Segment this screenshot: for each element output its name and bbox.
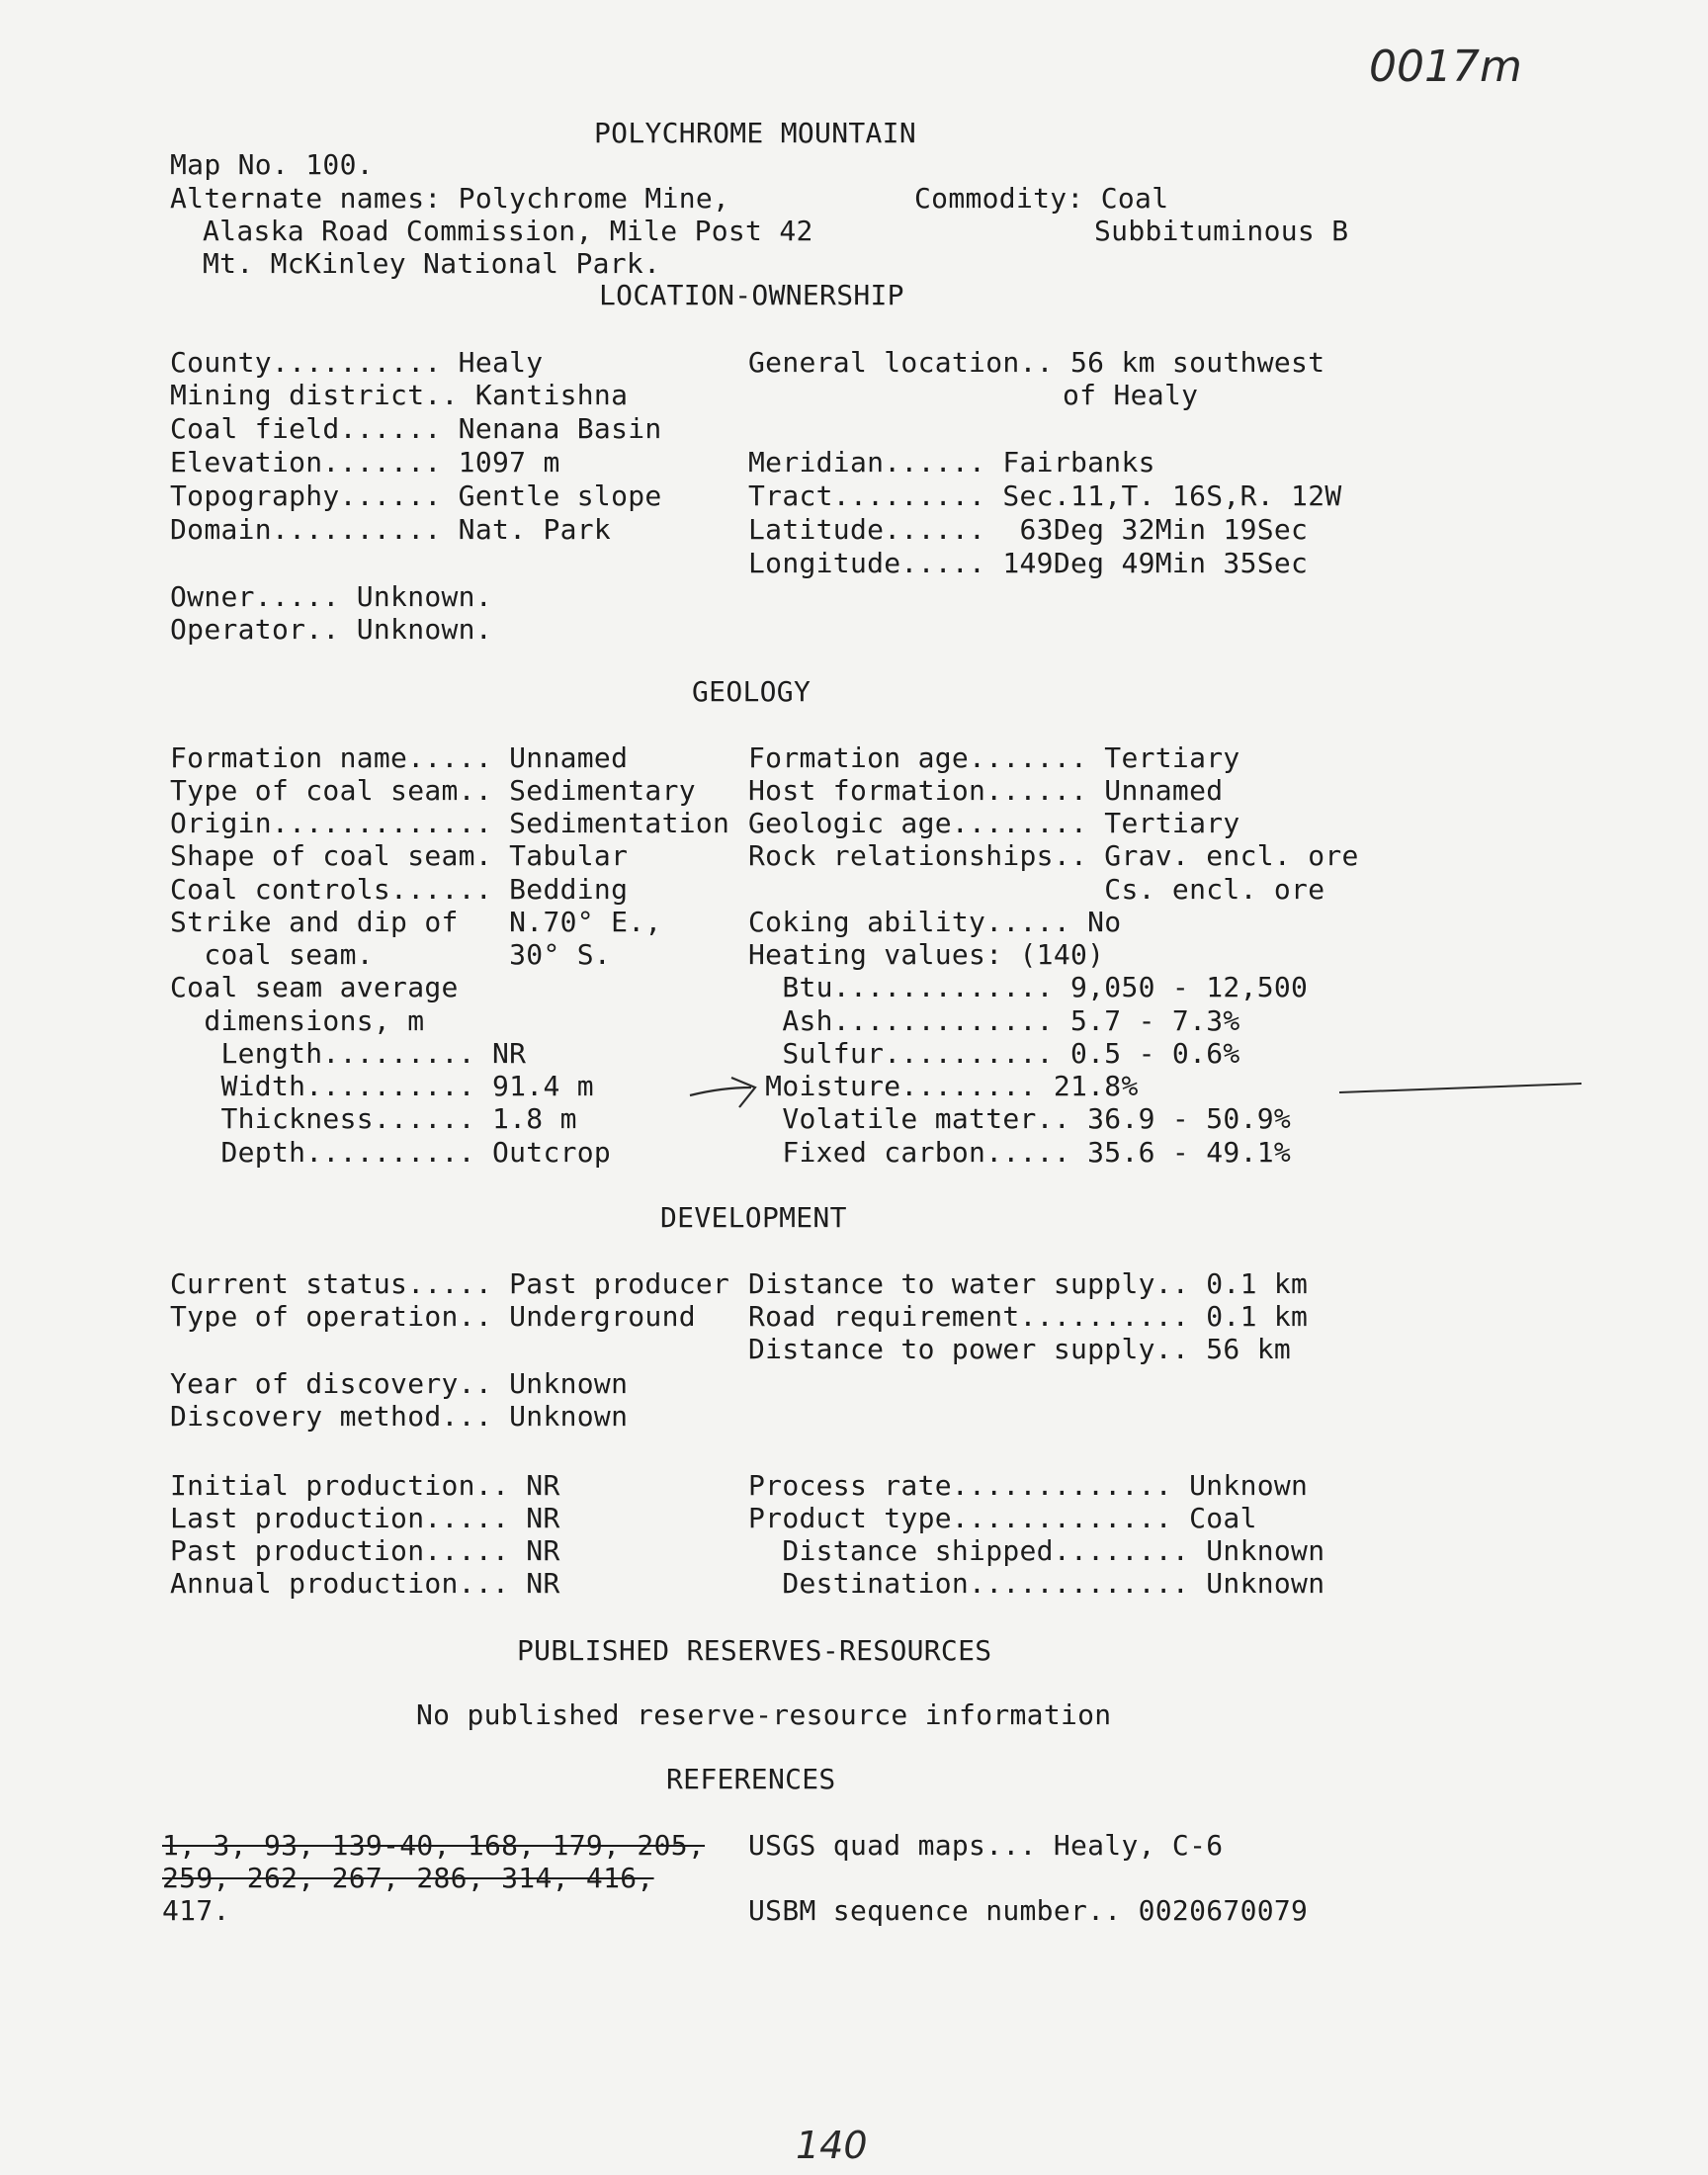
location-field: Longitude..... 149Deg 49Min 35Sec (748, 547, 1309, 579)
location-field: Coal field...... Nenana Basin (170, 412, 662, 445)
development-field: Distance to water supply.. 0.1 km (748, 1267, 1309, 1300)
geology-field: Volatile matter.. 36.9 - 50.9% (748, 1102, 1292, 1135)
alternate-names-line-1: Alternate names: Polychrome Mine, (170, 182, 730, 215)
handwritten-line-mark (1339, 1084, 1581, 1092)
geology-field: Sulfur.......... 0.5 - 0.6% (748, 1037, 1240, 1070)
development-field: Product type............. Coal (748, 1502, 1257, 1534)
map-number: Map No. 100. (170, 148, 374, 181)
location-heading: LOCATION-OWNERSHIP (599, 279, 904, 311)
page-title: POLYCHROME MOUNTAIN (594, 117, 916, 149)
location-field: Latitude...... 63Deg 32Min 19Sec (748, 513, 1309, 546)
references-line-2: 259, 262, 267, 286, 314, 416, (162, 1862, 654, 1894)
handwritten-file-code: 0017m (1369, 42, 1522, 92)
development-field: Annual production... NR (170, 1567, 560, 1600)
geology-field: Coking ability..... No (748, 906, 1122, 938)
location-field: Domain.......... Nat. Park (170, 513, 612, 546)
alternate-names-line-2: Alaska Road Commission, Mile Post 42 (203, 215, 813, 247)
operator: Operator.. Unknown. (170, 613, 492, 646)
development-field: Discovery method... Unknown (170, 1400, 629, 1433)
handwritten-arrow-mark (690, 1078, 755, 1107)
commodity-rank: Subbituminous B (1094, 215, 1349, 247)
geology-field: Depth.......... Outcrop (170, 1136, 612, 1169)
geology-field: Length......... NR (170, 1037, 527, 1070)
development-field: Process rate............. Unknown (748, 1469, 1309, 1502)
handwritten-page-number: 140 (796, 2124, 868, 2167)
geology-heading: GEOLOGY (692, 675, 811, 708)
geology-field: Width.......... 91.4 m (170, 1070, 594, 1102)
geology-field: Rock relationships.. Grav. encl. ore (748, 839, 1359, 872)
location-field: Tract......... Sec.11,T. 16S,R. 12W (748, 479, 1342, 512)
general-location: General location.. 56 km southwest (748, 346, 1325, 379)
development-field: Last production..... NR (170, 1502, 560, 1534)
alternate-names-line-3: Mt. McKinley National Park. (203, 247, 661, 280)
geology-field: Thickness...... 1.8 m (170, 1102, 577, 1135)
geology-field: Formation age....... Tertiary (748, 741, 1240, 774)
reserves-text: No published reserve-resource information (416, 1698, 1112, 1731)
geology-field: Fixed carbon..... 35.6 - 49.1% (748, 1136, 1292, 1169)
references-line-3: 417. (162, 1894, 230, 1927)
development-field: Initial production.. NR (170, 1469, 560, 1502)
geology-field: Ash............. 5.7 - 7.3% (748, 1004, 1240, 1037)
references-heading: REFERENCES (666, 1763, 836, 1795)
reserves-heading: PUBLISHED RESERVES-RESOURCES (517, 1634, 992, 1667)
development-field: Past production..... NR (170, 1534, 560, 1567)
development-field: Destination............. Unknown (748, 1567, 1325, 1600)
development-field: Distance to power supply.. 56 km (748, 1333, 1292, 1365)
commodity: Commodity: Coal (914, 182, 1169, 215)
location-field: County.......... Healy (170, 346, 544, 379)
geology-field: Geologic age........ Tertiary (748, 807, 1240, 839)
location-field: Meridian...... Fairbanks (748, 446, 1155, 478)
location-field: Mining district.. Kantishna (170, 379, 629, 411)
development-heading: DEVELOPMENT (660, 1201, 847, 1234)
geology-field: Type of coal seam.. Sedimentary (170, 774, 696, 807)
location-field: Topography...... Gentle slope (170, 479, 662, 512)
location-field: Elevation....... 1097 m (170, 446, 560, 478)
geology-field: coal seam. 30° S. (170, 938, 612, 971)
development-field: Year of discovery.. Unknown (170, 1367, 629, 1400)
geology-field-moisture: Moisture........ 21.8% (748, 1070, 1139, 1102)
geology-field: Origin............. Sedimentation (170, 807, 730, 839)
geology-field: Coal seam average (170, 971, 459, 1003)
general-location-cont: of Healy (1063, 379, 1199, 411)
geology-field: Heating values: (140) (748, 938, 1105, 971)
development-field: Type of operation.. Underground (170, 1300, 696, 1333)
geology-field: Host formation...... Unnamed (748, 774, 1224, 807)
geology-field: Shape of coal seam. Tabular (170, 839, 629, 872)
development-field: Road requirement.......... 0.1 km (748, 1300, 1309, 1333)
usgs-quad-maps: USGS quad maps... Healy, C-6 (748, 1829, 1224, 1862)
geology-field: Cs. encl. ore (748, 873, 1325, 906)
geology-field: dimensions, m (170, 1004, 425, 1037)
geology-field: Btu............. 9,050 - 12,500 (748, 971, 1309, 1003)
geology-field: Coal controls...... Bedding (170, 873, 629, 906)
geology-field: Strike and dip of N.70° E., (170, 906, 662, 938)
owner: Owner..... Unknown. (170, 580, 492, 613)
development-field: Distance shipped........ Unknown (748, 1534, 1325, 1567)
geology-field: Formation name..... Unnamed (170, 741, 629, 774)
usbm-sequence-number: USBM sequence number.. 0020670079 (748, 1894, 1309, 1927)
development-field: Current status..... Past producer (170, 1267, 730, 1300)
references-line-1: 1, 3, 93, 139-40, 168, 179, 205, (162, 1829, 706, 1862)
